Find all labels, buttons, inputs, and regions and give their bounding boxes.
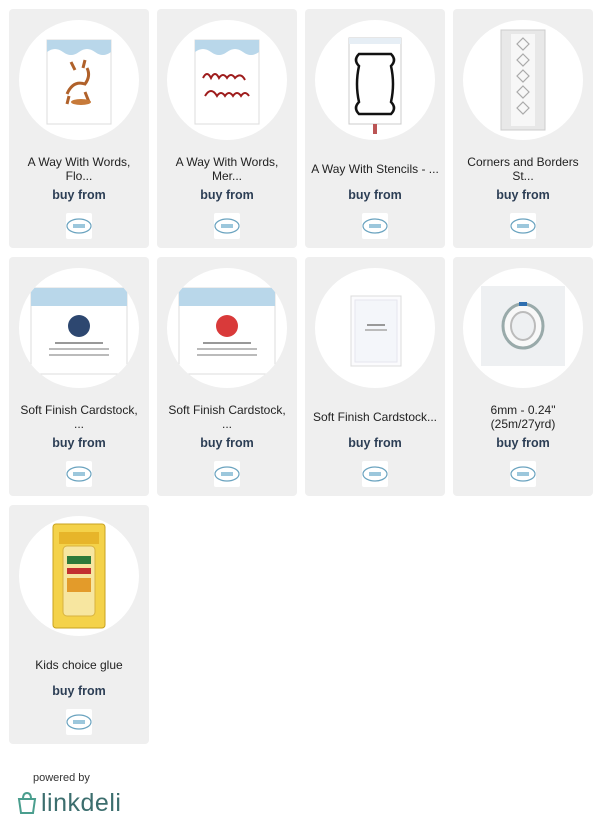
tape-roll-icon [463,268,583,388]
store-logo-icon[interactable] [66,213,92,239]
store-logo-icon[interactable] [510,461,536,487]
product-card[interactable] [9,257,149,496]
product-title[interactable]: A Way With Stencils - ... [311,162,439,176]
store-logo-icon[interactable] [362,461,388,487]
buy-from-label: buy from [348,188,402,202]
product-title[interactable]: 6mm - 0.24" (25m/27yrd) [490,403,556,431]
product-image[interactable] [19,268,139,388]
buy-from-label: buy from [200,436,254,450]
merry-christmas-die-icon [167,20,287,140]
product-title[interactable]: Soft Finish Cardstock... [312,410,438,424]
white-cardstock-icon [315,268,435,388]
powered-by-label: powered by [33,772,90,784]
buy-from-label: buy from [52,436,106,450]
buy-from-label: buy from [496,188,550,202]
product-image[interactable] [315,20,435,140]
buy-from-label: buy from [496,436,550,450]
border-stencil-icon [463,20,583,140]
buy-from-label: buy from [348,436,402,450]
product-image[interactable] [167,20,287,140]
reindeer-die-icon [19,20,139,140]
store-logo-icon[interactable] [362,213,388,239]
store-logo-icon[interactable] [66,709,92,735]
store-logo-icon[interactable] [510,213,536,239]
product-card[interactable] [305,257,445,496]
buy-from-label: buy from [52,188,106,202]
store-logo-icon[interactable] [214,461,240,487]
product-title[interactable]: Soft Finish Cardstock, ... [20,403,138,431]
buy-from-label: buy from [200,188,254,202]
buy-from-label: buy from [52,684,106,698]
product-card[interactable] [9,9,149,248]
product-image[interactable] [19,516,139,636]
product-title[interactable]: A Way With Words, Mer... [175,155,279,183]
product-image[interactable] [19,20,139,140]
store-logo-icon[interactable] [66,461,92,487]
linkdeli-wordmark: linkdeli [41,788,122,817]
product-image[interactable] [463,268,583,388]
product-card[interactable] [157,257,297,496]
product-image[interactable] [315,268,435,388]
stencil-frame-icon [315,20,435,140]
linkdeli-logo[interactable] [16,789,121,817]
red-cardstock-icon [167,268,287,388]
product-card[interactable] [453,257,593,496]
product-image[interactable] [167,268,287,388]
product-title[interactable]: Soft Finish Cardstock, ... [168,403,286,431]
product-title[interactable]: Corners and Borders St... [467,155,579,183]
shopping-bag-icon [16,791,38,815]
store-logo-icon[interactable] [214,213,240,239]
product-image[interactable] [463,20,583,140]
glue-tube-icon [19,516,139,636]
blue-cardstock-icon [19,268,139,388]
product-card[interactable] [305,9,445,248]
product-card[interactable] [453,9,593,248]
product-title[interactable]: Kids choice glue [35,658,123,672]
product-card[interactable] [9,505,149,744]
product-card[interactable] [157,9,297,248]
product-title[interactable]: A Way With Words, Flo... [27,155,131,183]
